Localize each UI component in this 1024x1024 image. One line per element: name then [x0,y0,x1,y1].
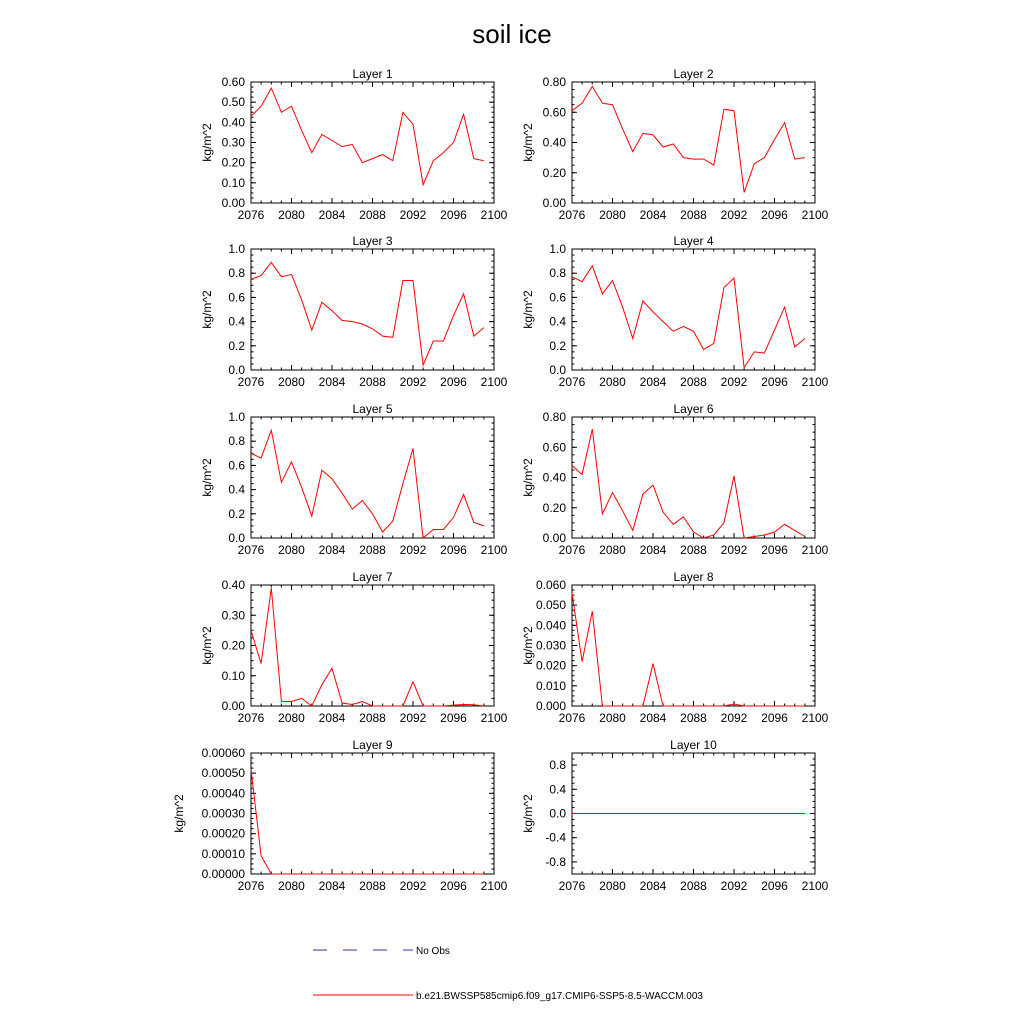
y-tick-label: 0.60 [542,440,566,455]
y-tick-label: 0.4 [228,482,245,497]
y-tick-label: -0.4 [545,830,566,845]
y-tick-label: 0.6 [228,290,245,305]
panel-title: Layer 5 [352,402,393,416]
x-tick-label: 2088 [680,711,707,725]
y-tick-label: 0.050 [535,598,566,613]
y-tick-label: 0.50 [221,95,245,110]
y-axis-label: kg/m^2 [521,458,535,497]
x-tick-label: 2076 [237,543,265,557]
y-tick-label: 0.40 [221,115,245,130]
series-line-layer-9 [251,769,484,874]
x-tick-label: 2096 [440,711,467,725]
panel-layer-5 [200,402,508,557]
y-tick-label: 1.0 [549,242,566,256]
plot-frame [572,585,815,706]
y-tick-label: 0.010 [535,678,566,693]
x-tick-label: 2096 [440,208,467,222]
x-tick-label: 2092 [720,208,748,222]
y-tick-label: 0.000 [535,699,566,713]
y-tick-label: 1.0 [228,242,245,256]
x-tick-label: 2100 [801,375,829,389]
x-tick-label: 2080 [599,375,626,389]
x-tick-label: 2096 [440,375,467,389]
x-tick-label: 2100 [801,879,829,893]
x-tick-label: 2100 [480,208,508,222]
x-tick-label: 2088 [359,879,386,893]
x-tick-label: 2084 [639,879,667,893]
x-tick-label: 2080 [599,879,626,893]
panel-title: Layer 4 [673,234,714,248]
y-tick-label: 0.0 [549,806,566,821]
x-tick-label: 2084 [318,711,346,725]
plot-frame [572,249,815,370]
x-tick-label: 2092 [720,543,748,557]
y-tick-label: 0.10 [221,668,245,683]
plot-frame [251,249,494,370]
y-tick-label: 0.10 [221,175,245,190]
x-tick-label: 2076 [558,879,586,893]
panel-title: Layer 3 [352,234,393,248]
x-tick-label: 2092 [399,208,427,222]
x-tick-label: 2092 [720,711,748,725]
y-tick-label: 0.20 [542,165,566,180]
y-tick-label: 0.20 [221,638,245,653]
x-tick-label: 2076 [237,711,265,725]
x-tick-label: 2080 [278,543,305,557]
y-tick-label: 0.00040 [201,786,245,801]
y-axis-label: kg/m^2 [521,123,535,162]
y-tick-label: 0.00 [542,531,566,545]
y-tick-label: 0.020 [535,658,566,673]
y-tick-label: 0.4 [549,782,566,797]
y-tick-label: 0.2 [549,338,566,353]
panel-title: Layer 7 [352,570,393,584]
y-tick-label: 0.00030 [201,806,245,821]
y-tick-label: 0.00060 [201,746,245,760]
figure-title: soil ice [472,19,552,49]
x-tick-label: 2088 [680,208,707,222]
x-tick-label: 2084 [318,208,346,222]
x-tick-label: 2092 [399,879,427,893]
y-tick-label: 0.00000 [201,867,245,881]
legend-model-label: b.e21.BWSSP585cmip6.f09_g17.CMIP6-SSP5-8.5-WACCM.003 [416,991,703,1002]
y-tick-label: 0.6 [228,458,245,473]
y-axis-label: kg/m^2 [521,290,535,329]
x-tick-label: 2092 [399,711,427,725]
series-line-layer-3 [251,262,484,365]
x-tick-label: 2080 [599,543,626,557]
panel-layer-1 [200,67,508,222]
y-tick-label: 0.20 [542,500,566,515]
panel-title: Layer 2 [673,67,714,81]
y-axis-label: kg/m^2 [200,458,214,497]
y-tick-label: 0.00020 [201,826,245,841]
y-tick-label: 0.30 [221,135,245,150]
panels-group [172,67,829,893]
x-tick-label: 2092 [720,375,748,389]
x-tick-label: 2088 [359,543,386,557]
series-line-layer-8 [572,593,805,706]
panel-title: Layer 8 [673,570,714,584]
y-tick-label: 1.0 [228,410,245,424]
x-tick-label: 2084 [639,375,667,389]
plot-frame [572,417,815,538]
x-tick-label: 2092 [399,543,427,557]
x-tick-label: 2100 [480,543,508,557]
plot-frame [251,82,494,203]
y-tick-label: 0.0 [228,531,245,545]
y-tick-label: 0.00050 [201,766,245,781]
legend-no-obs-label: No Obs [416,946,450,957]
x-tick-label: 2100 [480,375,508,389]
y-tick-label: 0.6 [549,290,566,305]
panel-layer-8 [521,570,829,725]
x-tick-label: 2088 [359,208,386,222]
y-tick-label: 0.00 [542,196,566,210]
x-tick-label: 2088 [680,375,707,389]
y-axis-label: kg/m^2 [200,626,214,665]
y-tick-label: 0.030 [535,638,566,653]
x-tick-label: 2084 [318,879,346,893]
x-tick-label: 2076 [558,543,586,557]
x-tick-label: 2084 [318,543,346,557]
y-tick-label: 0.040 [535,618,566,633]
x-tick-label: 2084 [639,543,667,557]
y-tick-label: 0.8 [549,266,566,281]
x-tick-label: 2096 [440,543,467,557]
y-axis-label: kg/m^2 [200,123,214,162]
y-tick-label: 0.40 [542,470,566,485]
x-tick-label: 2084 [639,711,667,725]
series-line-layer-7 [251,588,484,706]
x-tick-label: 2096 [761,543,788,557]
x-tick-label: 2100 [801,711,829,725]
y-tick-label: -0.8 [545,854,566,869]
panel-layer-4 [521,234,829,389]
y-axis-label: kg/m^2 [521,626,535,665]
panel-layer-3 [200,234,508,389]
y-tick-label: 0.2 [228,506,245,521]
y-axis-label: kg/m^2 [200,290,214,329]
panel-title: Layer 9 [352,738,393,752]
x-tick-label: 2076 [237,208,265,222]
y-tick-label: 0.0 [228,363,245,377]
series-line-layer-2 [572,87,805,193]
panel-layer-10 [521,738,829,893]
x-tick-label: 2088 [680,543,707,557]
x-tick-label: 2096 [761,711,788,725]
x-tick-label: 2100 [480,879,508,893]
x-tick-label: 2080 [278,711,305,725]
x-tick-label: 2092 [720,879,748,893]
x-tick-label: 2096 [761,208,788,222]
x-tick-label: 2092 [399,375,427,389]
y-tick-label: 0.80 [542,410,566,424]
x-tick-label: 2080 [599,208,626,222]
x-tick-label: 2100 [801,208,829,222]
y-tick-label: 0.30 [221,608,245,623]
y-tick-label: 0.00010 [201,846,245,861]
panel-title: Layer 1 [352,67,393,81]
x-tick-label: 2080 [599,711,626,725]
x-tick-label: 2088 [680,879,707,893]
plot-frame [251,585,494,706]
panel-layer-9 [172,738,508,893]
y-tick-label: 0.40 [542,135,566,150]
y-axis-label: kg/m^2 [172,794,186,833]
x-tick-label: 2088 [359,375,386,389]
x-tick-label: 2076 [237,879,265,893]
y-tick-label: 0.00 [221,699,245,713]
x-tick-label: 2096 [440,879,467,893]
y-tick-label: 0.8 [228,434,245,449]
y-tick-label: 0.60 [221,75,245,89]
legend [313,946,703,1002]
x-tick-label: 2084 [318,375,346,389]
plot-frame [572,82,815,203]
x-tick-label: 2080 [278,208,305,222]
series-line-layer-6 [572,429,805,538]
y-tick-label: 0.060 [535,578,566,592]
x-tick-label: 2076 [558,375,586,389]
y-tick-label: 0.20 [221,155,245,170]
y-tick-label: 0.80 [542,75,566,89]
series-line-layer-4 [572,266,805,368]
y-tick-label: 0.8 [228,266,245,281]
x-tick-label: 2100 [480,711,508,725]
y-tick-label: 0.8 [549,758,566,773]
plot-frame [251,753,494,874]
x-tick-label: 2084 [639,208,667,222]
panel-layer-7 [200,570,508,725]
y-axis-label: kg/m^2 [521,794,535,833]
panel-layer-6 [521,402,829,557]
plot-frame [251,417,494,538]
x-tick-label: 2088 [359,711,386,725]
y-tick-label: 0.0 [549,363,566,377]
x-tick-label: 2076 [558,208,586,222]
y-tick-label: 0.40 [221,578,245,592]
y-tick-label: 0.4 [228,314,245,329]
panel-title: Layer 10 [670,738,717,752]
panel-title: Layer 6 [673,402,714,416]
x-tick-label: 2080 [278,375,305,389]
series-line-layer-5 [251,430,484,538]
x-tick-label: 2096 [761,375,788,389]
x-tick-label: 2100 [801,543,829,557]
series-line-layer-1 [251,88,484,185]
x-tick-label: 2076 [558,711,586,725]
panel-layer-2 [521,67,829,222]
x-tick-label: 2076 [237,375,265,389]
y-tick-label: 0.00 [221,196,245,210]
y-tick-label: 0.2 [228,338,245,353]
x-tick-label: 2096 [761,879,788,893]
y-tick-label: 0.4 [549,314,566,329]
y-tick-label: 0.60 [542,105,566,120]
x-tick-label: 2080 [278,879,305,893]
